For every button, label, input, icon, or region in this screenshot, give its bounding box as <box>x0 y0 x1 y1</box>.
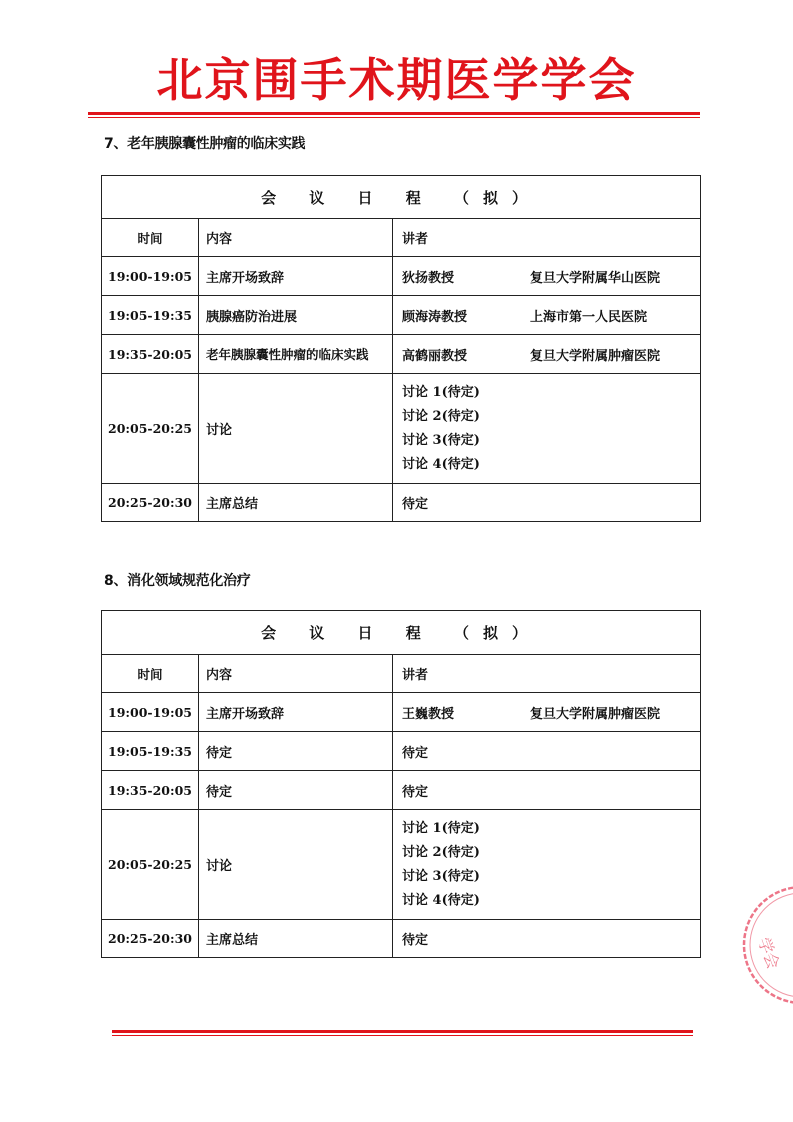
discussion-item: 讨论 3(待定) <box>402 432 480 448</box>
speaker-name: 顾海涛教授 <box>402 309 468 325</box>
column-header-content: 内容 <box>199 219 393 257</box>
speaker-name: 待定 <box>402 745 429 761</box>
time-cell: 19:05-19:35 <box>102 732 199 771</box>
discussion-item: 讨论 2(待定) <box>402 408 480 424</box>
schedule-table-7 <box>101 175 701 522</box>
time-cell: 20:25-20:30 <box>102 920 199 958</box>
speaker-cell <box>393 771 701 810</box>
table-row <box>102 732 701 771</box>
time-cell: 20:05-20:25 <box>102 374 199 484</box>
speaker-cell <box>393 257 701 296</box>
content-cell: 老年胰腺囊性肿瘤的临床实践 <box>199 335 393 374</box>
speaker-cell <box>393 335 701 374</box>
time-cell: 19:35-20:05 <box>102 771 199 810</box>
speaker-cell <box>393 484 701 522</box>
discussion-item: 讨论 3(待定) <box>402 868 480 884</box>
discussion-cell <box>393 810 701 920</box>
footer-rule-thick <box>112 1030 693 1033</box>
schedule-table-8 <box>101 610 701 958</box>
column-header-content: 内容 <box>199 655 393 693</box>
speaker-name: 高鹤丽教授 <box>402 348 468 364</box>
speaker-name: 待定 <box>402 497 429 512</box>
table-row <box>102 257 701 296</box>
speaker-name: 待定 <box>402 933 429 948</box>
section-title-7: 7、老年胰腺囊性肿瘤的临床实践 <box>104 136 306 152</box>
speaker-affiliation: 上海市第一人民医院 <box>530 309 648 325</box>
time-cell: 20:05-20:25 <box>102 810 199 920</box>
time-cell: 20:25-20:30 <box>102 484 199 522</box>
speaker-affiliation: 复旦大学附属肿瘤医院 <box>530 348 661 364</box>
table-row <box>102 484 701 522</box>
table-caption: 会 议 日 程 （拟） <box>102 611 701 655</box>
discussion-item: 讨论 1(待定) <box>402 820 480 836</box>
header-rule-thin <box>88 117 700 118</box>
content-cell: 主席总结 <box>199 484 393 522</box>
header-rule-thick <box>88 112 700 115</box>
speaker-affiliation: 复旦大学附属华山医院 <box>530 270 661 286</box>
table-row <box>102 296 701 335</box>
discussion-item: 讨论 4(待定) <box>402 892 480 908</box>
time-cell: 19:00-19:05 <box>102 693 199 732</box>
content-cell: 待定 <box>199 771 393 810</box>
content-cell: 待定 <box>199 732 393 771</box>
column-header-time: 时间 <box>102 655 199 693</box>
seal-stamp-icon <box>740 880 793 1010</box>
footer-rule-thin <box>112 1035 693 1036</box>
time-cell: 19:00-19:05 <box>102 257 199 296</box>
content-cell: 主席开场致辞 <box>199 693 393 732</box>
table-caption: 会 议 日 程 （拟） <box>102 176 701 219</box>
seal-text: 学会 <box>754 934 784 972</box>
table-row <box>102 920 701 958</box>
section-title-8: 8、消化领域规范化治疗 <box>104 573 251 589</box>
column-header-speaker: 讲者 <box>393 655 701 693</box>
column-header-time: 时间 <box>102 219 199 257</box>
content-cell: 主席开场致辞 <box>199 257 393 296</box>
table-row <box>102 810 701 920</box>
discussion-item: 讨论 1(待定) <box>402 384 480 400</box>
speaker-cell <box>393 920 701 958</box>
time-cell: 19:05-19:35 <box>102 296 199 335</box>
content-cell: 讨论 <box>199 810 393 920</box>
speaker-name: 王巍教授 <box>402 706 455 722</box>
table-row <box>102 693 701 732</box>
discussion-item: 讨论 2(待定) <box>402 844 480 860</box>
table-row <box>102 374 701 484</box>
speaker-cell <box>393 296 701 335</box>
page-title: 北京围手术期医学学会 <box>156 53 637 107</box>
speaker-cell <box>393 732 701 771</box>
content-cell: 胰腺癌防治进展 <box>199 296 393 335</box>
column-header-speaker: 讲者 <box>393 219 701 257</box>
speaker-name: 狄扬教授 <box>402 270 455 286</box>
table-row <box>102 335 701 374</box>
content-cell: 主席总结 <box>199 920 393 958</box>
table-row <box>102 771 701 810</box>
speaker-cell <box>393 693 701 732</box>
content-cell: 讨论 <box>199 374 393 484</box>
time-cell: 19:35-20:05 <box>102 335 199 374</box>
discussion-cell <box>393 374 701 484</box>
speaker-name: 待定 <box>402 784 429 800</box>
speaker-affiliation: 复旦大学附属肿瘤医院 <box>530 706 661 722</box>
discussion-item: 讨论 4(待定) <box>402 456 480 472</box>
